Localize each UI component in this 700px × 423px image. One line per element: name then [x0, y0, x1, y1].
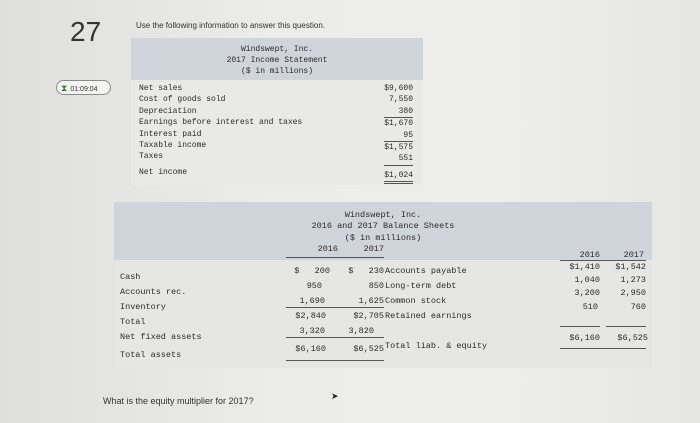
is-row-value: 95	[384, 130, 413, 142]
is-row-value: 380	[384, 106, 413, 118]
asset-label: Accounts rec.	[120, 287, 187, 297]
liability-2016-value: $1,410	[569, 262, 600, 272]
asset-label: Net fixed assets	[120, 332, 202, 342]
liability-2016-value: 1,040	[574, 275, 600, 285]
liability-2016-rule	[560, 326, 600, 327]
liability-2017-value: 760	[630, 302, 646, 312]
liabilities-header-rule	[560, 260, 646, 261]
asset-total-rule	[286, 337, 384, 338]
is-row-value: 7,550	[388, 95, 413, 105]
asset-2017-value: $2,705	[353, 311, 384, 321]
assets-header-rule	[286, 257, 384, 258]
instruction-text: Use the following information to answer this question.	[136, 21, 325, 30]
income-statement-table	[131, 80, 423, 185]
balance-sheet-title: 2016 and 2017 Balance Sheets	[311, 221, 455, 231]
is-row-value: $1,024	[384, 170, 413, 184]
asset-subtotal-rule	[286, 307, 384, 308]
income-statement-title: 2017 Income Statement	[226, 56, 328, 65]
liabilities-year-2016: 2016	[579, 250, 600, 260]
timer-text: 01:09:04	[70, 86, 98, 93]
is-row-label: Interest paid	[139, 129, 202, 139]
is-row-value: $1,670	[384, 119, 413, 129]
asset-label: Total	[120, 317, 146, 327]
asset-2017-value: 850	[368, 281, 384, 291]
asset-2017-value: 3,820	[348, 326, 374, 336]
balance-sheet-units: ($ in millions)	[344, 233, 422, 243]
liability-label: Retained earnings	[385, 311, 472, 321]
is-row-value: 551	[384, 153, 413, 165]
asset-label: Inventory	[120, 302, 166, 312]
is-row-label: Cost of goods sold	[139, 95, 226, 105]
asset-label: Cash	[120, 272, 141, 282]
liability-2017-value: $1,542	[615, 262, 646, 272]
asset-2017-value: $ 230	[348, 266, 384, 276]
liability-2016-value: 3,200	[574, 288, 600, 298]
liability-label: Common stock	[385, 296, 447, 306]
asset-double-rule	[286, 360, 384, 361]
question-text: What is the equity multiplier for 2017?	[103, 396, 254, 406]
liability-label: Total liab. & equity	[385, 341, 488, 351]
liability-label: Long-term debt	[385, 281, 457, 291]
liability-2017-value: $6,525	[617, 333, 648, 343]
income-statement-header	[131, 38, 423, 80]
is-row-value: $1,575	[384, 142, 413, 152]
liability-label: Accounts payable	[385, 266, 467, 276]
liability-2017-value: 1,273	[620, 275, 646, 285]
is-row-label: Earnings before interest and taxes	[139, 118, 303, 128]
asset-2017-value: 1,625	[358, 296, 384, 306]
balance-sheet-company: Windswept, Inc.	[344, 210, 422, 220]
asset-2017-value: $6,525	[353, 344, 384, 354]
asset-label: Total assets	[120, 350, 182, 360]
mouse-cursor-icon: ➤	[331, 391, 339, 401]
liability-2016-value: $6,160	[569, 333, 600, 343]
is-row-label: Taxable income	[139, 140, 207, 150]
assets-year-2016: 2016	[317, 244, 338, 254]
is-row-label: Net sales	[139, 84, 183, 93]
liabilities-year-2017: 2017	[623, 250, 644, 260]
is-row-value: $9,600	[384, 84, 413, 93]
is-row-label: Taxes	[139, 152, 164, 162]
question-number: 27	[70, 16, 102, 47]
is-row-label: Net income	[139, 167, 188, 177]
timer-badge	[56, 80, 111, 95]
asset-2016-value: $ 200	[294, 266, 330, 276]
asset-2016-value: 1,690	[299, 296, 325, 306]
liability-total-rule	[560, 348, 646, 349]
hourglass-icon: ⧗	[61, 83, 68, 93]
income-statement-units: ($ in millions)	[240, 67, 313, 76]
asset-2016-value: 3,320	[299, 326, 325, 336]
income-statement-company: Windswept, Inc.	[240, 45, 313, 54]
asset-2016-value: 950	[306, 281, 322, 291]
liability-2016-value: 510	[582, 302, 598, 312]
asset-2016-value: $6,160	[295, 344, 326, 354]
liability-2017-rule	[606, 326, 646, 327]
liability-2017-value: 2,950	[620, 288, 646, 298]
assets-year-2017: 2017	[363, 244, 384, 254]
is-row-label: Depreciation	[139, 106, 197, 116]
asset-2016-value: $2,840	[295, 311, 326, 321]
balance-sheet-table	[114, 202, 652, 368]
